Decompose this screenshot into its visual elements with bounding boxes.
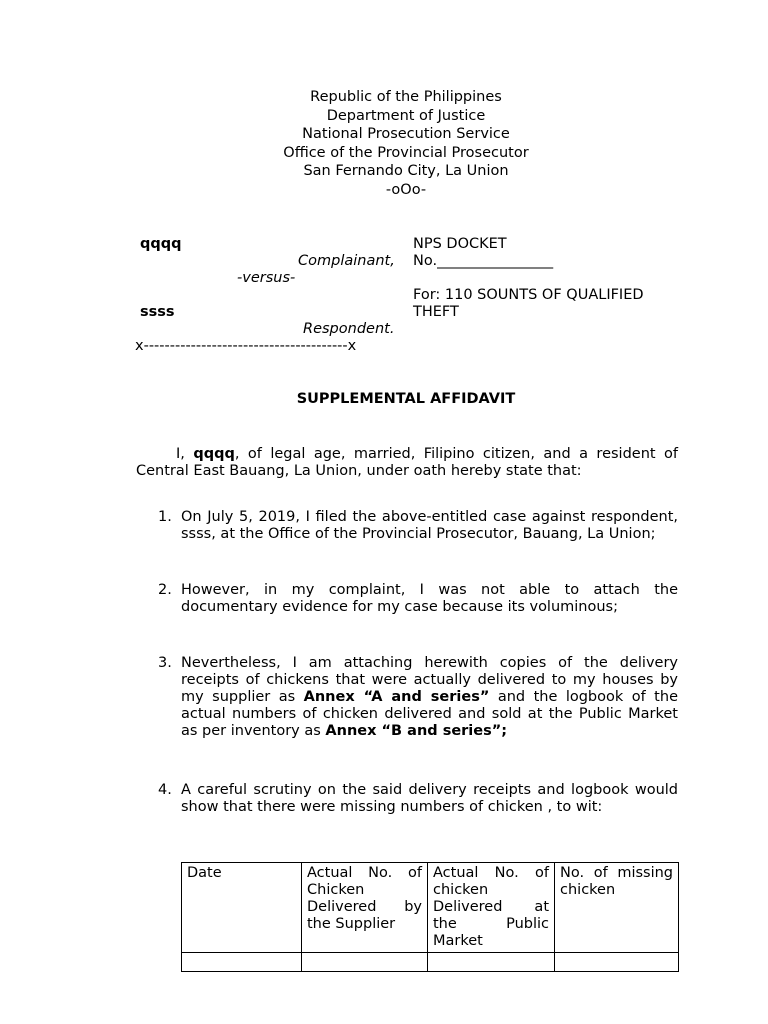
charge-line: For: 110 SOUNTS OF QUALIFIED: [413, 287, 644, 303]
intro-paragraph: [136, 446, 678, 480]
complainant-name: qqqq: [140, 236, 182, 252]
affiant-name: qqqq: [193, 446, 235, 462]
table-cell: [428, 953, 555, 972]
table-cell: [555, 953, 679, 972]
table-cell: [302, 953, 428, 972]
document-header: [0, 88, 768, 199]
header-ornament: -oOo-: [385, 181, 427, 198]
header-service: National Prosecution Service: [302, 126, 510, 142]
column-header-missing: No. of missing chicken: [555, 863, 679, 953]
intro-pre: I,: [176, 446, 194, 462]
item-number: 2.: [158, 582, 172, 598]
header-office: Office of the Provincial Prosecutor: [283, 144, 529, 161]
list-item: [158, 655, 678, 740]
item-text: A careful scrutiny on the said delivery receipts and logbook would show that there were missing numbers of chicken , to wit:: [181, 782, 678, 815]
missing-chicken-table: [181, 862, 679, 972]
header-city: San Fernando City, La Union: [303, 163, 509, 179]
item-text: However, in my complaint, I was not able to attach the documentary evidence for my case because its voluminous;: [181, 582, 678, 615]
item-number: 3.: [158, 655, 172, 671]
versus-label: -versus-: [237, 270, 296, 286]
complainant-label: Complainant,: [298, 253, 395, 269]
column-header-market-delivered: Actual No. of chicken Delivered at the Public Market: [428, 863, 555, 953]
charge-line-2: THEFT: [413, 304, 459, 320]
annex-b-label: Annex “B and series”;: [325, 723, 508, 739]
respondent-label: Respondent.: [303, 321, 395, 337]
list-item: [158, 582, 678, 616]
docket-label: NPS DOCKET: [413, 236, 507, 252]
column-header-supplier-delivered: Actual No. of Chicken Delivered by the Supplier: [302, 863, 428, 953]
list-item: [158, 782, 678, 816]
respondent-name: ssss: [140, 304, 175, 320]
table-cell: [182, 953, 302, 972]
header-department: Department of Justice: [326, 107, 486, 124]
item-text: On July 5, 2019, I filed the above-entitled case against respondent, ssss, at the Office of the Provincial Prosecutor, Bauang, La Union;: [181, 509, 678, 542]
item-number: 1.: [158, 509, 172, 525]
caption-divider: x---------------------------------------x: [135, 338, 357, 354]
item-text-part: Nevertheless, I am attaching herewith copies of the delivery receipts of chickens that were actually delivered to my houses by my supplier as: [181, 655, 678, 705]
intro-post: , of legal age, married, Filipino citizen, and a resident of Central East Bauang, La Union, under oath hereby state that:: [136, 446, 678, 479]
list-item: [158, 509, 678, 543]
annex-a-label: Annex “A and series”: [303, 689, 490, 705]
item-number: 4.: [158, 782, 172, 798]
column-header-date: Date: [182, 863, 302, 953]
item-text: [181, 655, 678, 740]
header-republic: Republic of the Philippines: [310, 89, 502, 105]
docket-number: No.________________: [413, 253, 554, 269]
table-row: [182, 953, 679, 972]
table-header-row: [182, 863, 679, 953]
affidavit-title: SUPPLEMENTAL AFFIDAVIT: [296, 391, 516, 407]
item-text-part: and the logbook of the actual numbers of chicken delivered and sold at the Public Market as per inventory as: [181, 689, 678, 739]
